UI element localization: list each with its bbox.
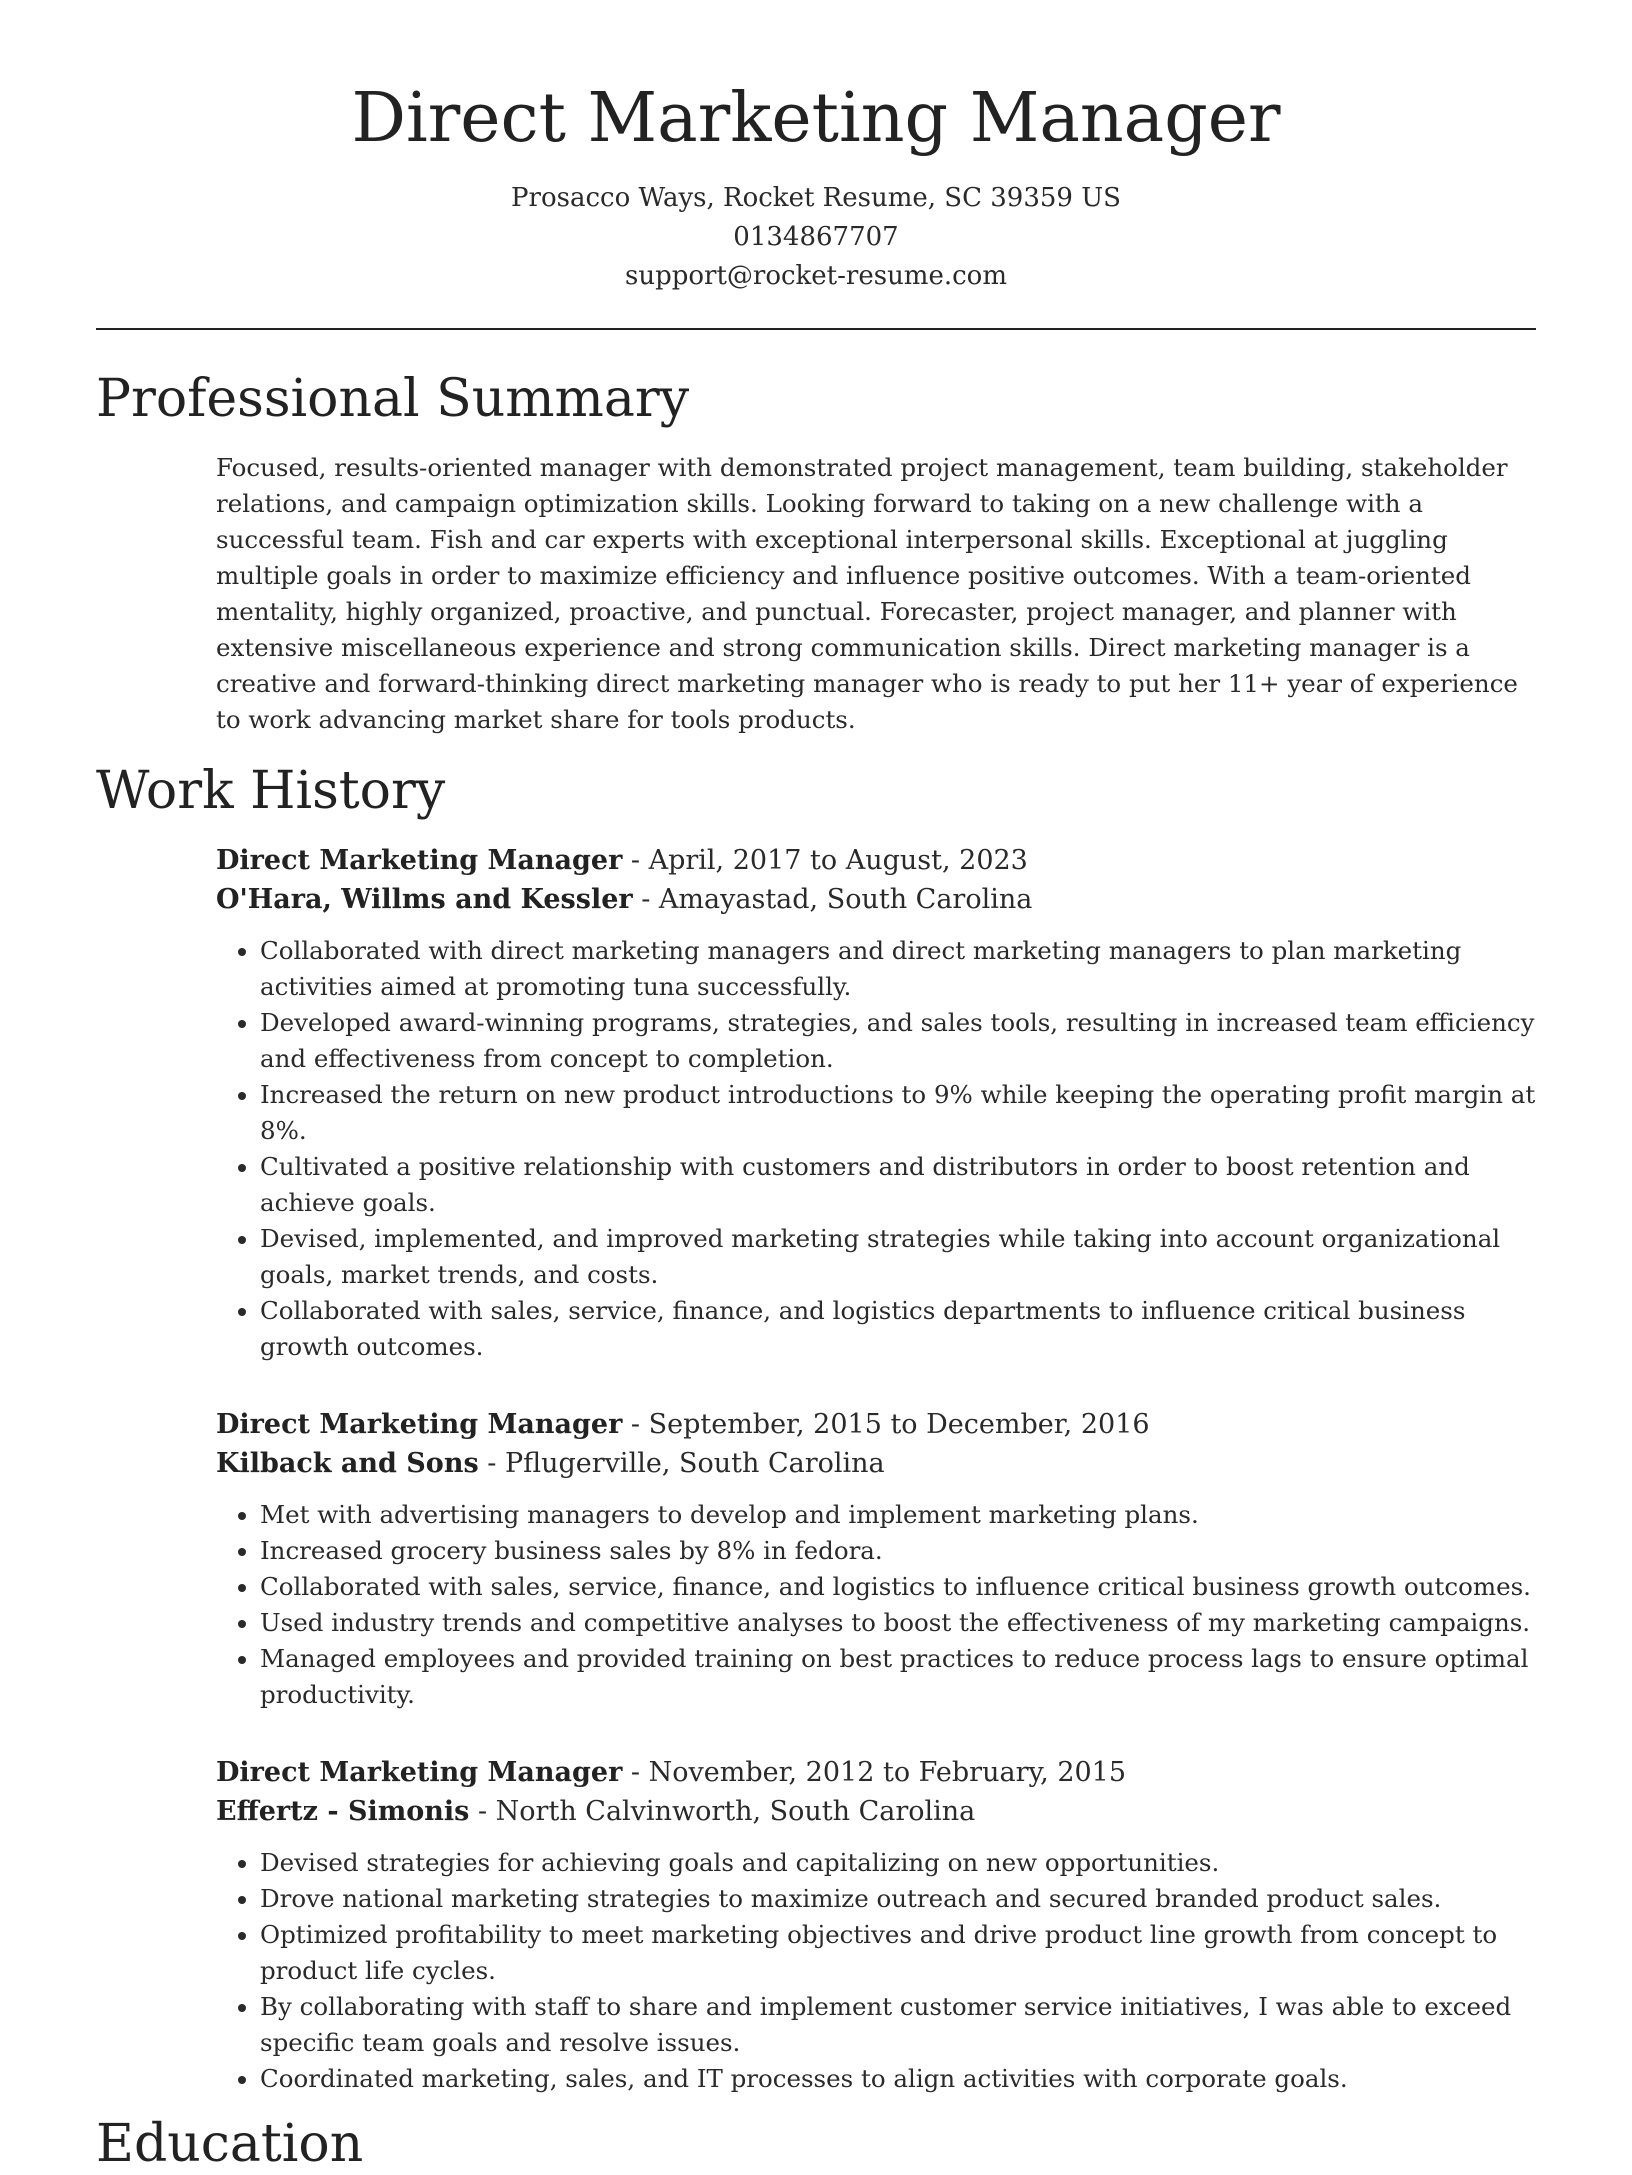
job-company: Kilback and Sons — [216, 1447, 479, 1479]
job-location: - Amayastad, South Carolina — [632, 883, 1033, 915]
job-company: Effertz - Simonis — [216, 1795, 470, 1827]
job-bullets — [216, 1497, 1536, 1713]
job-position: Direct Marketing Manager — [216, 844, 623, 876]
job-dates: - November, 2012 to February, 2015 — [622, 1756, 1127, 1788]
job-bullet: • Collaborated with sales, service, finance, and logistics to influence critical business growth outcomes. — [260, 1569, 1536, 1605]
job-location: - North Calvinworth, South Carolina — [469, 1795, 976, 1827]
job-bullet: • Coordinated marketing, sales, and IT processes to align activities with corporate goals. — [260, 2061, 1536, 2097]
contact-address: Prosacco Ways, Rocket Resume, SC 39359 US — [511, 182, 1121, 213]
job-bullet: • Collaborated with direct marketing managers and direct marketing managers to plan marketing activities aimed at promoting tuna successfully. — [260, 933, 1536, 1005]
job-company-line — [216, 1792, 1536, 1831]
job-bullet: • Used industry trends and competitive analyses to boost the effectiveness of my marketing campaigns. — [260, 1605, 1536, 1641]
job-location: - Pflugerville, South Carolina — [478, 1447, 885, 1479]
job-dates: - September, 2015 to December, 2016 — [622, 1408, 1150, 1440]
job-position-line — [216, 841, 1536, 880]
job-position: Direct Marketing Manager — [216, 1756, 623, 1788]
job-bullet: • Optimized profitability to meet marketing objectives and drive product line growth from concept to product life cycles. — [260, 1917, 1536, 1989]
candidate-title: Direct Marketing Manager — [351, 79, 1281, 158]
resume-header — [0, 0, 1632, 296]
job-position-line — [216, 1753, 1536, 1792]
job-position-line — [216, 1405, 1536, 1444]
job-bullets — [216, 933, 1536, 1365]
job-bullet: • Met with advertising managers to develop and implement marketing plans. — [260, 1497, 1536, 1533]
section-title-education: Education — [96, 2113, 364, 2174]
job-company-line — [216, 880, 1536, 919]
job-bullet: • By collaborating with staff to share and implement customer service initiatives, I was able to exceed specific team goals and resolve issues. — [260, 1989, 1536, 2061]
job-bullets — [216, 1845, 1536, 2097]
summary-text: Focused, results-oriented manager with demonstrated project management, team building, stakeholder relations, and campaign optimization skills. Looking forward to taking on a new challenge with a successful team. Fish and car experts with exceptional interpersonal skills. Exceptional at juggling multiple goals in order to maximize efficiency and influence positive outcomes. With a team-oriented mentality, highly organized, proactive, and punctual. Forecaster, project manager, and planner with extensive miscellaneous experience and strong communication skills. Direct marketing manager is a creative and forward-thinking direct marketing manager who is ready to put her 11+ year of experience to work advancing market share for tools products. — [216, 453, 1518, 735]
job-bullet: • Drove national marketing strategies to maximize outreach and secured branded product sales. — [260, 1881, 1536, 1917]
job-bullet: • Devised, implemented, and improved marketing strategies while taking into account organizational goals, market trends, and costs. — [260, 1221, 1536, 1293]
job-bullet: • Devised strategies for achieving goals and capitalizing on new opportunities. — [260, 1845, 1536, 1881]
job-bullet: • Increased grocery business sales by 8% in fedora. — [260, 1533, 1536, 1569]
section-title-work-history: Work History — [96, 761, 446, 822]
section-title-summary: Professional Summary — [96, 368, 690, 429]
job-dates: - April, 2017 to August, 2023 — [622, 844, 1028, 876]
job-bullet: • Collaborated with sales, service, finance, and logistics departments to influence critical business growth outcomes. — [260, 1293, 1536, 1365]
job-bullet: • Cultivated a positive relationship with customers and distributors in order to boost retention and achieve goals. — [260, 1149, 1536, 1221]
contact-phone: 0134867707 — [733, 221, 899, 252]
job-entry — [216, 841, 1536, 1365]
job-position: Direct Marketing Manager — [216, 1408, 623, 1440]
job-bullet: • Developed award-winning programs, strategies, and sales tools, resulting in increased team efficiency and effectiveness from concept to completion. — [260, 1005, 1536, 1077]
job-company: O'Hara, Willms and Kessler — [216, 883, 633, 915]
job-entry — [216, 1753, 1536, 2097]
job-bullet: • Increased the return on new product introductions to 9% while keeping the operating profit margin at 8%. — [260, 1077, 1536, 1149]
job-company-line — [216, 1444, 1536, 1483]
job-bullet: • Managed employees and provided training on best practices to reduce process lags to ensure optimal productivity. — [260, 1641, 1536, 1713]
header-divider — [96, 328, 1536, 330]
contact-block — [0, 179, 1632, 296]
job-entry — [216, 1405, 1536, 1713]
contact-email: support@rocket-resume.com — [624, 260, 1007, 291]
work-history-list — [216, 841, 1536, 2097]
